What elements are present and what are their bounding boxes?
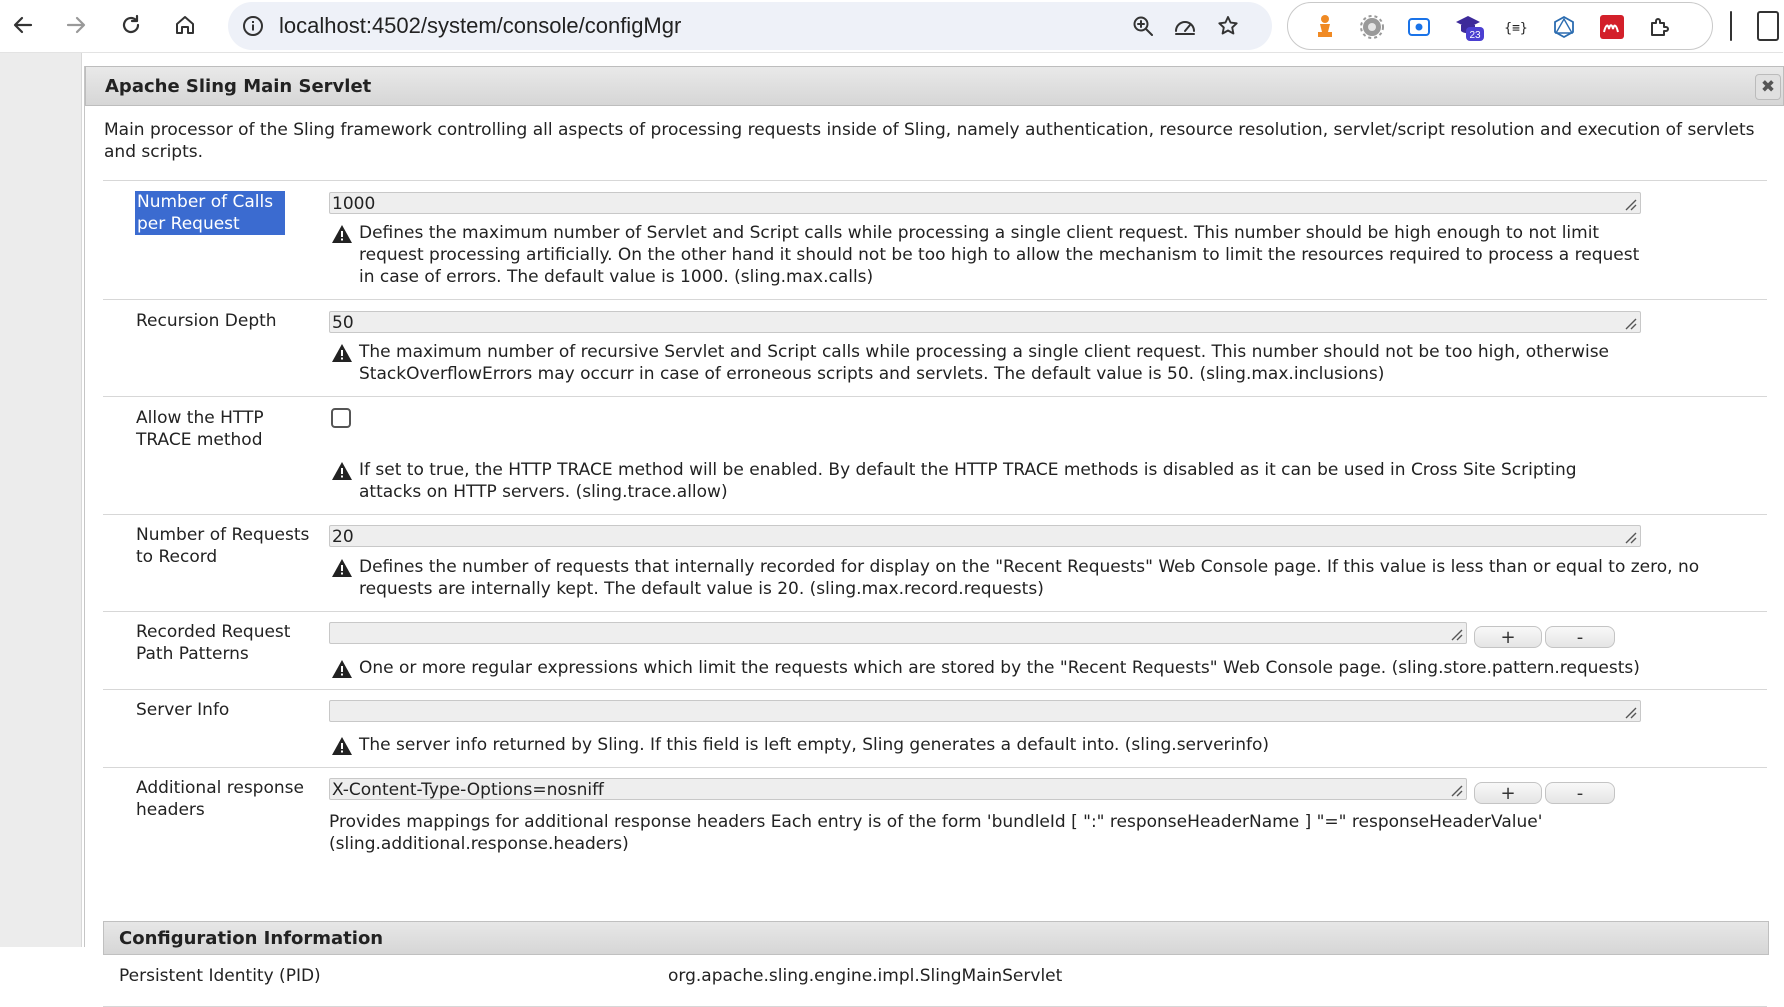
path-patterns-help: One or more regular expressions which limit the requests which are stored by the "Recent Requests" Web Console page. (sling.store.pattern.requests) — [329, 657, 1729, 679]
extensions-group — [1287, 2, 1713, 50]
graduation-extension-icon[interactable] — [1454, 12, 1484, 42]
row-divider — [103, 396, 1767, 397]
url-text[interactable]: localhost:4502/system/console/configMgr — [279, 13, 682, 38]
path-patterns-input[interactable] — [329, 622, 1467, 644]
resize-handle-icon[interactable] — [1623, 316, 1637, 330]
recursion-depth-help: The maximum number of recursive Servlet and Script calls while processing a single client request. This number should not be too high, otherwise StackOverflowErrors may occurr in case of erroneous scripts and servlets. The default value is 50. (sling.max.inclusions) — [329, 341, 1642, 385]
remove-header-button[interactable]: - — [1545, 782, 1615, 804]
config-dialog — [84, 66, 1783, 986]
warning-icon — [331, 659, 353, 679]
back-icon[interactable] — [4, 6, 42, 44]
forward-icon[interactable] — [57, 6, 95, 44]
toolbar-divider — [1730, 11, 1732, 41]
warning-icon — [331, 461, 353, 481]
add-header-button[interactable]: + — [1474, 782, 1542, 804]
server-info-label: Server Info — [136, 700, 230, 720]
side-panel-icon[interactable] — [1757, 11, 1779, 41]
address-bar[interactable] — [228, 2, 1272, 50]
server-info-input[interactable] — [329, 700, 1641, 722]
reload-icon[interactable] — [112, 6, 150, 44]
performance-icon[interactable] — [1170, 11, 1200, 41]
zoom-icon[interactable] — [1128, 11, 1158, 41]
max-calls-help: Defines the maximum number of Servlet and Script calls while processing a single client request. This number should be high enough to not limit request processing artificially. On the other hand it should not be too high to allow the mechanism to limit the resources required to process a request in case of errors. The default value is 1000. (sling.max.calls) — [329, 222, 1642, 288]
resize-handle-icon[interactable] — [1449, 627, 1463, 641]
chess-extension-icon[interactable] — [1310, 12, 1340, 42]
response-headers-help: Provides mappings for additional response headers Each entry is of the form 'bundleId [ ":" responseHeaderName ] "=" responseHeaderValue' (sling.additional.response.headers) — [329, 812, 1543, 854]
configuration-info-header — [103, 921, 1769, 955]
warning-icon — [331, 343, 353, 363]
row-divider — [103, 611, 1767, 612]
trace-checkbox[interactable] — [331, 408, 351, 428]
configuration-info-title: Configuration Information — [119, 928, 384, 949]
row-divider — [103, 689, 1767, 690]
browser-toolbar — [0, 0, 1783, 53]
record-requests-label: Number of Requests to Record — [136, 525, 310, 567]
extensions-puzzle-icon[interactable] — [1645, 12, 1675, 42]
remove-pattern-button[interactable]: - — [1545, 626, 1615, 648]
json-extension-icon[interactable] — [1501, 12, 1531, 42]
warning-icon — [331, 736, 353, 756]
settings-extension-icon[interactable] — [1357, 12, 1387, 42]
row-divider — [103, 767, 1767, 768]
screen-capture-extension-icon[interactable] — [1404, 12, 1434, 42]
pid-value: org.apache.sling.engine.impl.SlingMainServlet — [668, 966, 1063, 986]
svg-text:{≡}: {≡} — [1504, 21, 1528, 36]
dialog-titlebar[interactable] — [85, 66, 1784, 106]
resize-handle-icon[interactable] — [1623, 197, 1637, 211]
max-calls-input[interactable]: 1000 — [329, 192, 1641, 214]
add-pattern-button[interactable]: + — [1474, 626, 1542, 648]
dialog-description: Main processor of the Sling framework controlling all aspects of processing requests inside of Sling, namely authentication, resource resolution, servlet/script resolution and execution of servlets and scripts. — [104, 120, 1755, 162]
max-calls-label: Number of Calls per Request — [135, 191, 285, 235]
graphql-extension-icon[interactable] — [1549, 12, 1579, 42]
path-patterns-label: Recorded Request Path Patterns — [136, 622, 291, 664]
trace-help: If set to true, the HTTP TRACE method will be enabled. By default the HTTP TRACE methods is disabled as it can be used in Cross Site Scripting attacks on HTTP servers. (sling.trace.allow) — [329, 459, 1642, 503]
warning-icon — [331, 224, 353, 244]
row-divider — [103, 514, 1767, 515]
resize-handle-icon[interactable] — [1623, 705, 1637, 719]
recursion-depth-input[interactable]: 50 — [329, 311, 1641, 333]
row-divider — [103, 299, 1767, 300]
resize-handle-icon[interactable] — [1623, 530, 1637, 544]
left-navigation-bar — [0, 53, 82, 947]
warning-icon — [331, 558, 353, 578]
record-requests-input[interactable]: 20 — [329, 525, 1641, 547]
close-icon[interactable]: ✖ — [1755, 74, 1781, 100]
dialog-title: Apache Sling Main Servlet — [105, 76, 372, 97]
recursion-depth-label: Recursion Depth — [136, 311, 277, 331]
extension-badge: 23 — [1469, 30, 1481, 41]
server-info-help: The server info returned by Sling. If this field is left empty, Sling generates a default into. (sling.serverinfo) — [329, 734, 1642, 756]
pid-label: Persistent Identity (PID) — [119, 966, 321, 986]
home-icon[interactable] — [166, 6, 204, 44]
mendeley-extension-icon[interactable] — [1597, 12, 1627, 42]
record-requests-help: Defines the number of requests that internally recorded for display on the "Recent Requests" Web Console page. If this value is less than or equal to zero, no requests are internally kept. The default value is 20. (sling.max.record.requests) — [329, 556, 1759, 600]
response-headers-input[interactable]: X-Content-Type-Options=nosniff — [329, 778, 1467, 800]
row-divider — [103, 180, 1767, 181]
site-info-icon[interactable] — [238, 11, 268, 41]
response-headers-label: Additional response headers — [136, 778, 304, 820]
resize-handle-icon[interactable] — [1449, 783, 1463, 797]
trace-label: Allow the HTTP TRACE method — [136, 408, 264, 450]
bookmark-star-icon[interactable] — [1213, 11, 1243, 41]
